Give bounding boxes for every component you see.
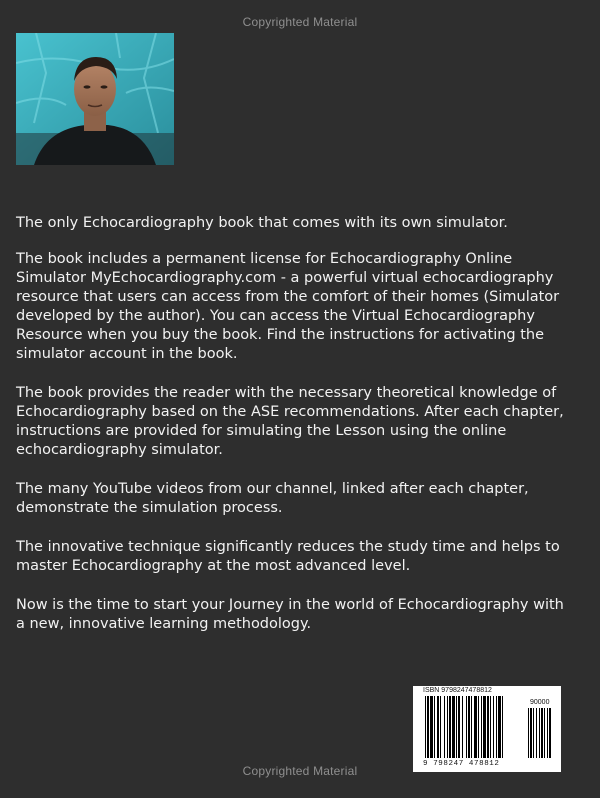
barcode-bars <box>425 696 523 760</box>
description-paragraph-5: The innovative technique significantly reduces the study time and helps to master Echocardiography at the most advanced level. <box>16 539 560 574</box>
copyright-watermark-bottom: Copyrighted Material <box>242 764 358 778</box>
description-paragraph-1: The only Echocardiography book that comes with its own simulator. <box>16 215 508 231</box>
price-code: 90000 <box>530 699 550 706</box>
isbn-barcode <box>413 686 561 772</box>
description-paragraph-4: The many YouTube videos from our channel, linked after each chapter, demonstrate the simulation process. <box>16 481 529 516</box>
back-cover-description <box>16 214 576 654</box>
description-paragraph-3: The book provides the reader with the necessary theoretical knowledge of Echocardiography based on the ASE recommendations. After each chapter, instructions are provided for simulating the Lesson using the online echocardiography simulator. <box>16 385 564 458</box>
barcode-digits: 9 798247 478812 <box>423 760 500 768</box>
addon-barcode-bars <box>528 708 556 760</box>
copyright-watermark-top: Copyrighted Material <box>242 15 358 29</box>
description-paragraph-2: The book includes a permanent license for Echocardiography Online Simulator MyEchocardiography.com - a powerful virtual echocardiography resource that users can access from the comfort of their homes (Simulator developed by the author). You can access the Virtual Echocardiography Resource when you buy the book. Find the instructions for activating the simulator account in the book. <box>16 251 560 362</box>
isbn-label: ISBN 9798247478812 <box>423 687 492 694</box>
description-paragraph-6: Now is the time to start your Journey in the world of Echocardiography with a new, innovative learning methodology. <box>16 597 564 632</box>
author-photo <box>16 33 174 165</box>
